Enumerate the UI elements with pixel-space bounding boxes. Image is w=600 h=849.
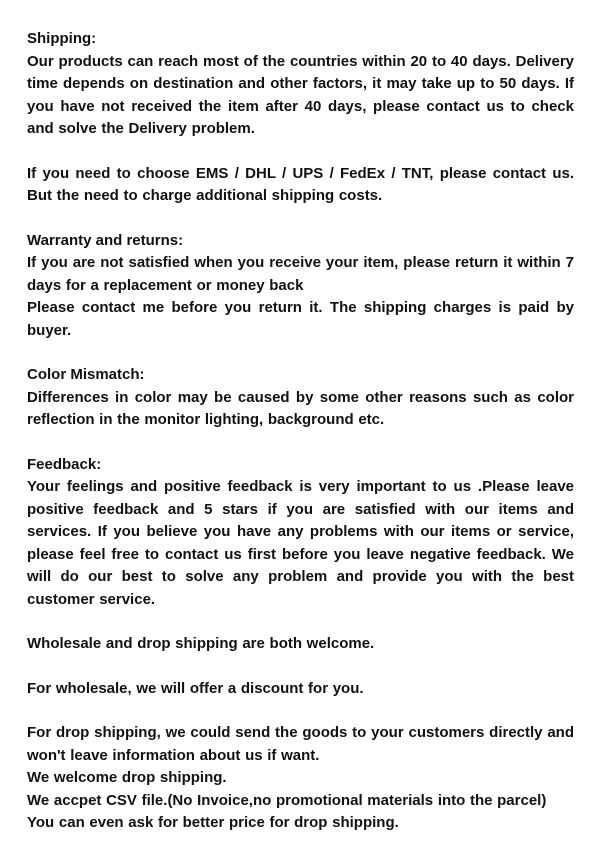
paragraph: You can even ask for better price for drop shipping. (27, 814, 399, 831)
policy-section (27, 454, 574, 612)
paragraph: We accpet CSV file.(No Invoice,no promotional materials into the parcel) (27, 791, 547, 809)
policy-section (27, 633, 574, 656)
paragraph: For drop shipping, we could send the goods to your customers directly and won't leave information about us if want. (27, 724, 574, 764)
sections-container (27, 28, 574, 835)
paragraph: If you are not satisfied when you receive your item, please return it within 7 days for a replacement or money back (27, 254, 574, 294)
paragraph: Wholesale and drop shipping are both welcome. (27, 635, 375, 652)
policy-section (27, 163, 574, 208)
paragraph: We welcome drop shipping. (27, 769, 227, 786)
paragraph: For wholesale, we will offer a discount for you. (27, 679, 364, 697)
paragraph: Differences in color may be caused by some other reasons such as color reflection in the monitor lighting, background etc. (27, 388, 574, 428)
paragraph: If you need to choose EMS / DHL / UPS / FedEx / TNT, please contact us. But the need to charge additional shipping costs. (27, 164, 574, 204)
policy-section (27, 28, 574, 141)
section-heading: Shipping: (27, 30, 97, 47)
paragraph: Please contact me before you return it. The shipping charges is paid by buyer. (27, 299, 574, 339)
policy-section (27, 364, 574, 432)
section-heading: Warranty and returns: (27, 231, 184, 249)
policy-section (27, 722, 574, 835)
policy-section (27, 678, 574, 701)
section-heading: Feedback: (27, 455, 102, 473)
paragraph: Our products can reach most of the countries within 20 to 40 days. Delivery time depends on destination and other factors, it may take up to 50 days. If you have not received the item after 40 days, please contact us to check and solve the Delivery problem. (27, 52, 574, 137)
section-heading: Color Mismatch: (27, 366, 145, 383)
paragraph: Your feelings and positive feedback is very important to us .Please leave positive feedback and 5 stars if you are satisfied with our items and services. If you believe you have any problems with our items or service, please feel free to contact us first before you leave negative feedback. We will do our best to solve any problem and provide you with the best customer service. (27, 478, 574, 608)
policy-section (27, 230, 574, 343)
